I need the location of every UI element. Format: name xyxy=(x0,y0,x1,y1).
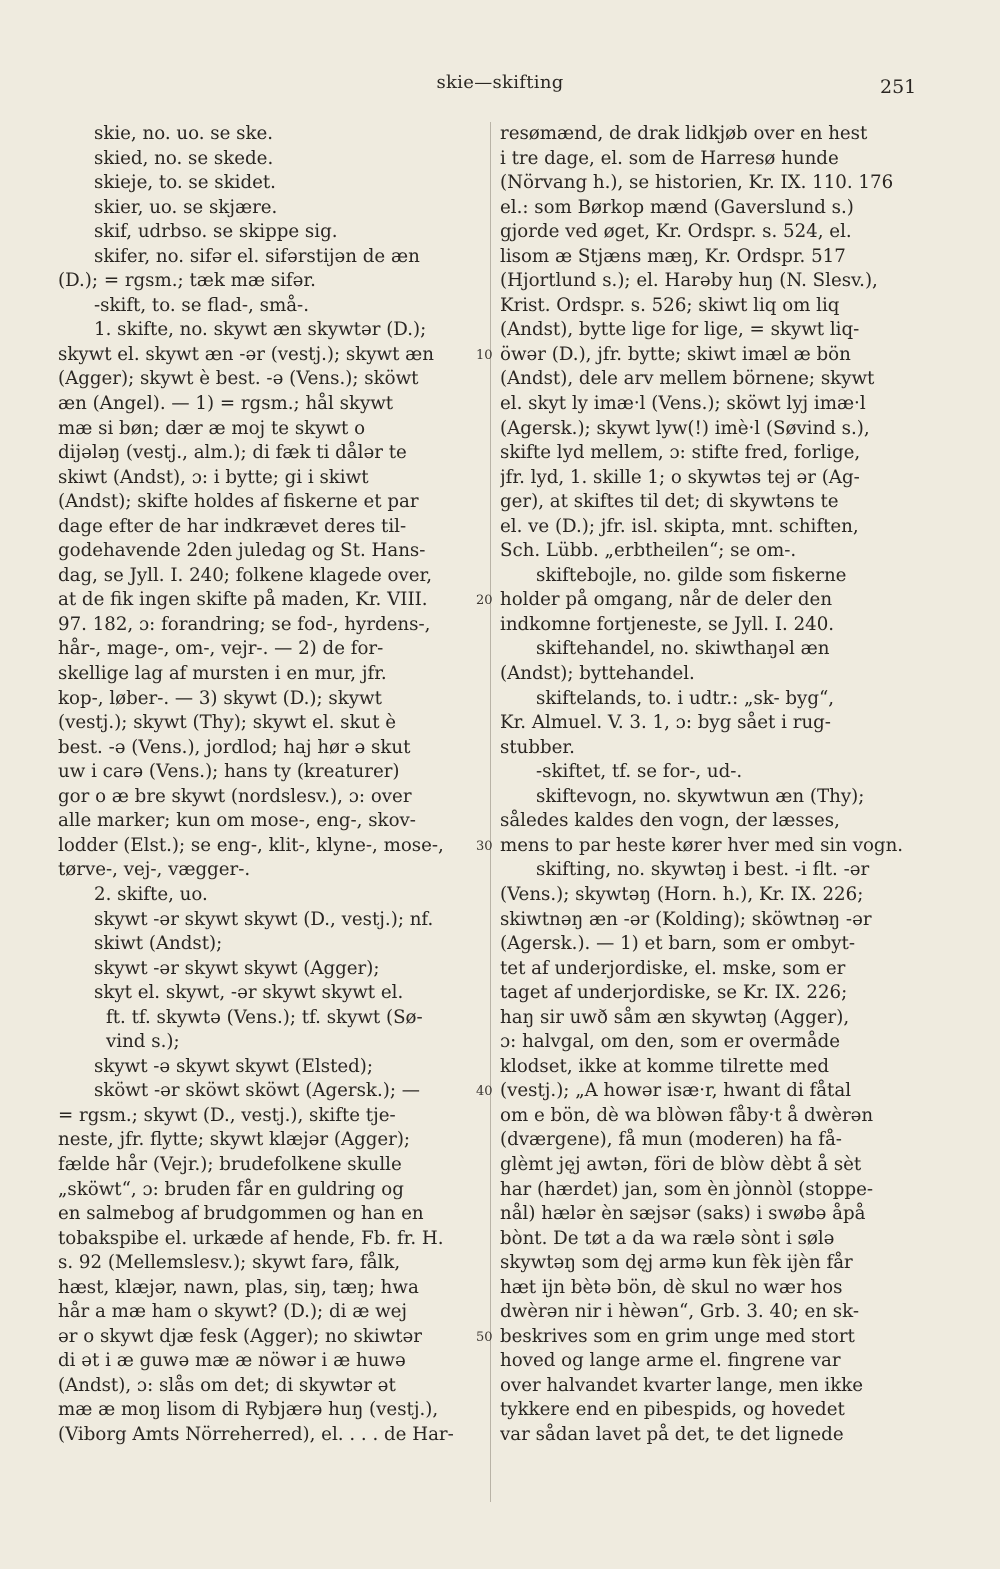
text-line: best. -ə (Vens.), jordlod; haj hør ə skut xyxy=(58,736,411,758)
text-line: (Andst), bytte lige for lige, = skywt liq- xyxy=(500,319,860,341)
text-line: öwər (D.), jfr. bytte; skiwt imæl æ bön xyxy=(500,343,851,365)
text-line: således kaldes den vogn, der læsses, xyxy=(500,810,840,832)
text-line: hoved og lange arme el. fingrene var xyxy=(500,1350,841,1372)
text-line: tykkere end en pibespids, og hovedet xyxy=(500,1399,845,1421)
text-line: gor o æ bre skywt (nordslesv.), ɔ: over xyxy=(58,785,412,807)
text-line: resømænd, de drak lidkjøb over en hest xyxy=(500,123,868,144)
text-line: glèmt jęj awtən, föri de blòw dèbt å sèt xyxy=(500,1153,862,1175)
text-line: (Hjortlund s.); el. Harəby huŋ (N. Slesv.), xyxy=(500,270,878,292)
text-line: el.: som Børkop mænd (Gaverslund s.) xyxy=(500,196,854,218)
text-line: vind s.); xyxy=(106,1031,180,1053)
text-line: haŋ sir uwð såm æn skywtəŋ (Agger), xyxy=(500,1006,850,1028)
right-column xyxy=(500,122,924,1448)
text-line: skied, no. se skede. xyxy=(94,147,274,169)
text-line: -skiftet, tf. se for-, ud-. xyxy=(536,761,743,783)
text-line: skywtəŋ som dęj armə kun fèk ijèn får xyxy=(500,1252,853,1274)
text-line: (Vens.); skywtəŋ (Horn. h.), Kr. IX. 226; xyxy=(500,883,864,905)
text-line: 97. 182, ɔ: forandring; se fod-, hyrdens-, xyxy=(58,613,431,635)
text-line: ər o skywt djæ fesk (Agger); no skiwtər xyxy=(58,1325,422,1347)
text-line: skellige lag af mursten i en mur, jfr. xyxy=(58,663,387,685)
text-line: (Andst), ɔ: slås om det; di skywtər ət xyxy=(58,1374,396,1396)
text-line: skiwtnəŋ æn -ər (Kolding); sköwtnəŋ -ər xyxy=(500,908,872,930)
text-line: hæst, klæjər, nawn, plas, siŋ, tæŋ; hwa xyxy=(58,1276,419,1298)
text-line: (Agersk.); skywt lyw(!) imè·l (Søvind s.), xyxy=(500,417,870,439)
text-line: „sköwt“, ɔ: bruden får en guldring og xyxy=(58,1178,404,1200)
text-line: 1. skifte, no. skywt æn skywtər (D.); xyxy=(94,319,427,341)
text-line: el. skyt ly imæ·l (Vens.); sköwt lyj imæ·l xyxy=(500,393,866,415)
line-number: 10 xyxy=(476,347,493,363)
text-line: dage efter de har indkrævet deres til- xyxy=(58,515,407,537)
text-line: skiftehandel, no. skiwthaŋəl æn xyxy=(536,638,830,660)
text-line: indkomne fortjeneste, se Jyll. I. 240. xyxy=(500,613,835,635)
text-line: mæ si bøn; dær æ moj te skywt o xyxy=(58,417,366,439)
text-line: var sådan lavet på det, te det lignede xyxy=(500,1423,844,1445)
text-line: tobakspibe el. urkæde af hende, Fb. fr. H. xyxy=(58,1227,444,1249)
text-line: klodset, ikke at komme tilrette med xyxy=(500,1055,829,1077)
line-number: 30 xyxy=(476,838,493,854)
text-line: fælde hår (Vejr.); brudefolkene skulle xyxy=(58,1153,402,1175)
text-line: = rgsm.; skywt (D., vestj.), skifte tje- xyxy=(58,1104,396,1126)
text-line: Sch. Lübb. „erbtheilen“; se om-. xyxy=(500,540,797,562)
text-line: har (hærdet) jan, som èn jònnòl (stoppe- xyxy=(500,1178,873,1200)
text-line: sköwt -ər sköwt sköwt (Agersk.); — xyxy=(94,1080,420,1102)
line-number: 50 xyxy=(476,1329,493,1345)
text-line: 2. skifte, uo. xyxy=(94,883,208,905)
text-line: kop-, løber-. — 3) skywt (D.); skywt xyxy=(58,687,382,709)
text-line: skywt el. skywt æn -ər (vestj.); skywt æn xyxy=(58,343,434,365)
text-line: hår-, mage-, om-, vejr-. — 2) de for- xyxy=(58,638,384,660)
text-line: tørve-, vej-, vægger-. xyxy=(58,859,251,881)
text-line: skywt -ər skywt skywt (Agger); xyxy=(94,957,380,979)
text-line: skyt el. skywt, -ər skywt skywt el. xyxy=(94,982,404,1004)
text-line: Kr. Almuel. V. 3. 1, ɔ: byg sået i rug- xyxy=(500,712,831,734)
text-line: skier, uo. se skjære. xyxy=(94,196,278,218)
text-line: godehavende 2den juledag og St. Hans- xyxy=(58,540,426,562)
text-line: nål) hælər èn sæjsər (saks) i swøbə åpå xyxy=(500,1203,866,1225)
text-line: skywt -ər skywt skywt (D., vestj.); nf. xyxy=(94,908,434,930)
text-line: skiftevogn, no. skywtwun æn (Thy); xyxy=(536,785,865,807)
text-line: mens to par heste kører hver med sin vogn. xyxy=(500,834,904,856)
text-line: i tre dage, el. som de Harresø hunde xyxy=(500,147,839,169)
text-line: ɔ: halvgal, om den, som er overmåde xyxy=(500,1031,840,1053)
text-line: (Andst); skifte holdes af fiskerne et par xyxy=(58,491,419,513)
text-line: (Agersk.). — 1) et barn, som er ombyt- xyxy=(500,933,855,955)
text-line: (Andst); byttehandel. xyxy=(500,663,695,685)
text-line: di ət i æ guwə mæ æ nöwər i æ huwə xyxy=(58,1350,406,1372)
text-line: bònt. De tøt a da wa rælə sònt i sølə xyxy=(500,1227,835,1249)
column-divider xyxy=(490,122,491,1502)
text-line: ft. tf. skywtə (Vens.); tf. skywt (Sø- xyxy=(106,1006,423,1028)
text-line: dag, se Jyll. I. 240; folkene klagede over, xyxy=(58,564,432,586)
text-line: gjorde ved øget, Kr. Ordspr. s. 524, el. xyxy=(500,221,852,243)
text-line: (vestj.); „A howər isæ·r, hwant di fåtal xyxy=(500,1080,852,1102)
line-number: 40 xyxy=(476,1084,493,1100)
text-line: skif, udrbso. se skippe sig. xyxy=(94,221,338,243)
text-line: jfr. lyd, 1. skille 1; o skywtəs tej ər (Ag- xyxy=(500,466,860,488)
text-line: taget af underjordiske, se Kr. IX. 226; xyxy=(500,982,848,1004)
text-line: (Andst), dele arv mellem börnene; skywt xyxy=(500,368,875,390)
text-line: skywt -ə skywt skywt (Elsted); xyxy=(94,1055,374,1077)
text-line: lisom æ Stjæns mæŋ, Kr. Ordspr. 517 xyxy=(500,245,846,267)
line-number: 20 xyxy=(476,593,493,609)
text-line: tet af underjordiske, el. mske, som er xyxy=(500,957,846,979)
text-line: stubber. xyxy=(500,736,575,758)
text-line: hæt ijn bètə bön, dè skul no wær hos xyxy=(500,1276,843,1298)
text-line: over halvandet kvarter lange, men ikke xyxy=(500,1374,864,1396)
text-line: skiftebojle, no. gilde som fiskerne xyxy=(536,564,847,586)
text-line: om e bön, dè wa blòwən fåby·t å dwèrən xyxy=(500,1104,874,1126)
text-line: at de fik ingen skifte på maden, Kr. VIII. xyxy=(58,589,428,611)
running-header: skie—skifting xyxy=(436,72,564,93)
text-line: dwèrən nir i hèwən“, Grb. 3. 40; en sk- xyxy=(500,1301,859,1323)
text-line: dijələŋ (vestj., alm.); di fæk ti dålər te xyxy=(58,442,407,464)
text-line: s. 92 (Mellemslesv.); skywt farə, fålk, xyxy=(58,1252,401,1274)
text-line: en salmebog af brudgommen og han en xyxy=(58,1203,424,1225)
text-line: holder på omgang, når de deler den xyxy=(500,589,833,611)
text-line: (Nörvang h.), se historien, Kr. IX. 110. 176 xyxy=(500,172,894,194)
text-line: skifer, no. sifər el. sifərstijən de æn xyxy=(94,245,420,267)
text-line: beskrives som en grim unge med stort xyxy=(500,1325,855,1347)
text-line: (dværgene), få mun (moderen) ha få- xyxy=(500,1129,842,1151)
text-line: (Viborg Amts Nörreherred), el. . . . de Har- xyxy=(58,1423,454,1445)
left-column xyxy=(58,122,478,1448)
text-line: uw i carə (Vens.); hans ty (kreaturer) xyxy=(58,761,400,783)
text-line: skiwt (Andst), ɔ: i bytte; gi i skiwt xyxy=(58,466,369,488)
text-line: mæ æ moŋ lisom di Rybjærə huŋ (vestj.), xyxy=(58,1399,439,1421)
text-line: skifte lyd mellem, ɔ: stifte fred, forlige, xyxy=(500,442,861,464)
text-line: skifting, no. skywtəŋ i best. -i flt. -ər xyxy=(536,859,870,881)
text-line: skiwt (Andst); xyxy=(94,933,223,955)
text-line: (Agger); skywt è best. -ə (Vens.); sköwt xyxy=(58,368,419,390)
text-line: -skift, to. se flad-, små-. xyxy=(94,294,309,316)
text-line: el. ve (D.); jfr. isl. skipta, mnt. schiften, xyxy=(500,515,859,537)
text-line: skiftelands, to. i udtr.: „sk- byg“, xyxy=(536,687,835,709)
text-line: lodder (Elst.); se eng-, klit-, klyne-, mose-, xyxy=(58,834,444,856)
text-line: æn (Angel). — 1) = rgsm.; hål skywt xyxy=(58,393,394,415)
text-line: hår a mæ ham o skywt? (D.); di æ wej xyxy=(58,1301,408,1323)
text-line: (D.); = rgsm.; tæk mæ sifər. xyxy=(58,270,316,292)
text-line: ger), at skiftes til det; di skywtəns te xyxy=(500,491,839,513)
text-line: skieje, to. se skidet. xyxy=(94,172,276,194)
text-line: skie, no. uo. se ske. xyxy=(94,123,274,144)
text-line: alle marker; kun om mose-, eng-, skov- xyxy=(58,810,416,832)
text-line: neste, jfr. flytte; skywt klæjər (Agger); xyxy=(58,1129,411,1151)
text-line: (vestj.); skywt (Thy); skywt el. skut è xyxy=(58,712,397,734)
text-line: Krist. Ordspr. s. 526; skiwt liq om liq xyxy=(500,294,840,316)
page-number: 251 xyxy=(880,76,917,98)
